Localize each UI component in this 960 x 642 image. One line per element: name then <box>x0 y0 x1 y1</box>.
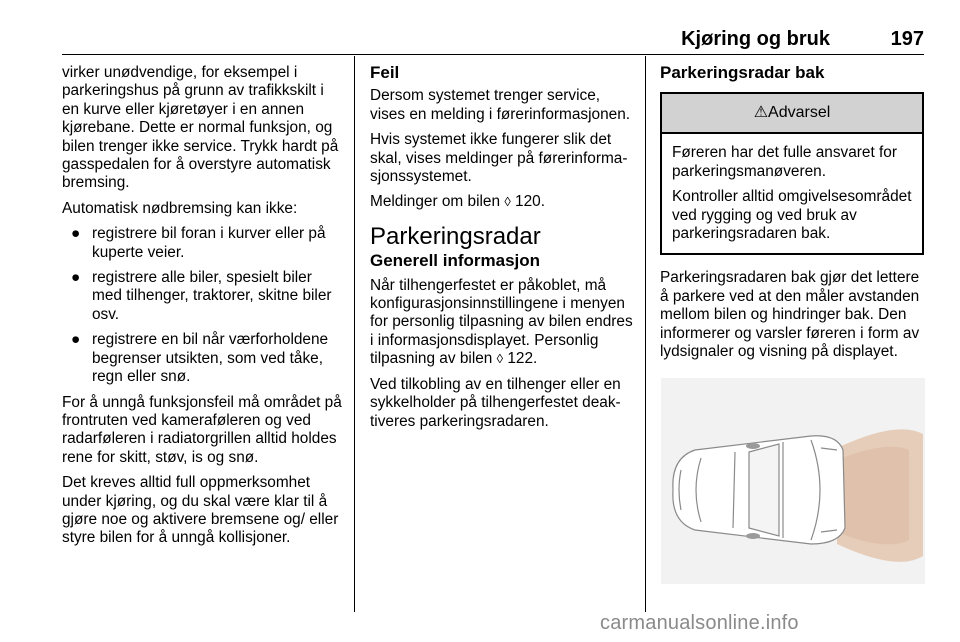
rear-radar-heading: Parkeringsradar bak <box>660 63 825 82</box>
header-rule <box>62 54 924 55</box>
paragraph: Dersom systemet trenger service, vises en melding i førerinformasjonen. <box>370 87 631 123</box>
warning-title: Advarsel <box>768 104 831 122</box>
page-reference[interactable]: 122. <box>507 350 538 368</box>
page-header <box>62 26 924 56</box>
column-divider-left <box>354 56 355 612</box>
page-number: 197 <box>890 28 924 50</box>
paragraph: virker unødvendige, for eksempel i parkeringshus på grunn av trafikkskilt i en kurve eller kjøretøyer i en annen kjørebane. Dette er normal funksjon, og bilen trenger ikke service. Trykk hardt på gasspedalen for å overstyre automatisk bremsing. <box>62 64 339 192</box>
list-item <box>62 269 344 324</box>
feil-heading: Feil <box>370 63 400 82</box>
paragraph: Automatisk nødbremsing kan ikke: <box>62 199 298 217</box>
column-middle <box>370 64 634 438</box>
car-outline-icon <box>673 436 845 544</box>
list-item <box>62 331 344 386</box>
paragraph: Føreren har det fulle ansvaret for parkeringsmanøveren. <box>672 144 897 180</box>
warning-icon: ⚠ <box>753 104 769 122</box>
watermark: carmanualsonline.info <box>600 612 799 634</box>
bullet-list <box>62 225 344 386</box>
paragraph: Hvis systemet ikke fungerer slik det skal, vises meldinger på førerinformasjonssystemet. <box>370 131 628 186</box>
paragraph: Kontroller alltid omgivelsesområdet ved rygging og ved bruk av parkeringsradaren bak. <box>672 188 912 243</box>
paragraph: Det kreves alltid full oppmerksomhet under kjøring, og du skal være klar til å gjøre noe og aktivere bremsene og/ eller styre bilen for å unngå kollisjoner. <box>62 474 339 547</box>
page-reference-icon: ◊ <box>496 351 504 367</box>
section-heading: Parkeringsradar <box>370 222 541 250</box>
car-rear-radar-illustration <box>661 378 925 584</box>
bullet-icon: ● <box>71 225 81 243</box>
warning-body <box>662 134 922 253</box>
paragraph <box>370 193 634 211</box>
radar-zone-inner-icon <box>837 447 909 545</box>
page-reference[interactable]: 120. <box>515 193 546 211</box>
paragraph-text: Når tilhengerfestet er påkoblet, må konfigurasjonsinnstillingene i menyen for personlig tilpasning av bilen endres i informasjonsdisplayet. Personlig tilpasning av bilen <box>370 276 633 368</box>
bullet-icon: ● <box>71 331 81 349</box>
mirror-left-icon <box>746 443 760 449</box>
list-item-text: registrere bil foran i kurver eller på kuperte veier. <box>92 225 326 261</box>
list-item-text: registrere alle biler, spesielt biler med tilhenger, traktorer, skitne biler osv. <box>92 269 332 323</box>
mirror-right-icon <box>746 533 760 539</box>
warning-box <box>660 92 924 255</box>
paragraph: For å unngå funksjonsfeil må området på frontruten ved kameraføleren og ved radarføleren i radiatorgrillen alltid holdes rene for skitt, støv, is og snø. <box>62 393 342 466</box>
paragraph: Ved tilkobling av en tilhenger eller en sykkelholder på tilhengerfestet deaktiveres parkeringsradaren. <box>370 375 621 430</box>
bullet-icon: ● <box>71 269 81 287</box>
list-item <box>62 225 344 262</box>
list-item-text: registrere en bil når værforholdene begrenser utsikten, som ved tåke, regn eller snø. <box>92 331 329 386</box>
header-title: Kjøring og bruk <box>681 28 830 50</box>
paragraph-text: Meldinger om bilen <box>370 193 501 211</box>
column-left <box>62 64 344 555</box>
sub-heading: Generell informasjon <box>370 251 541 271</box>
car-rear-radar-icon <box>661 378 925 584</box>
page-reference-icon: ◊ <box>504 194 511 210</box>
paragraph: Parkeringsradaren bak gjør det lettere å parkere ved at den måler avstanden mellom bilen og hindringer bak. Den informerer og varsler føreren i form av lydsignaler og visning på displayet. <box>660 269 920 361</box>
paragraph <box>370 277 634 369</box>
column-right <box>660 64 924 368</box>
warning-header <box>662 94 922 134</box>
column-divider-right <box>645 56 646 612</box>
